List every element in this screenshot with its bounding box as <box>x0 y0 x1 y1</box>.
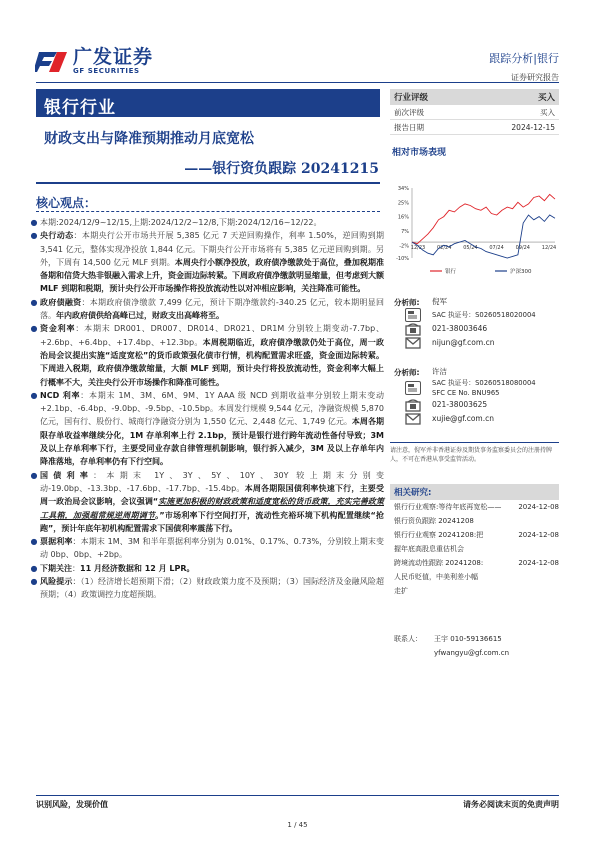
bullet-dot-icon: ● <box>30 231 38 241</box>
header-divider <box>36 82 559 83</box>
y-tick-label: 25% <box>397 200 409 207</box>
bullet-dot-icon: ● <box>30 324 38 334</box>
related-item[interactable] <box>394 584 559 598</box>
x-tick-label: 05/24 <box>463 245 478 252</box>
core-points <box>28 216 384 602</box>
x-tick-label: 07/24 <box>489 245 504 252</box>
related-title[interactable]: 跨境流动性跟踪 20241208: <box>394 559 484 567</box>
analyst-phone: 021-38003625 <box>432 400 488 409</box>
y-tick-label: 34% <box>397 186 409 192</box>
report-date-label: 报告日期 <box>394 122 424 132</box>
y-tick-label: -10% <box>396 256 409 262</box>
analyst-sac: SAC 执证号：S0260518020004 <box>432 311 536 319</box>
core-point-text: 下期关注：11 月经济数据和 12 月 LPR。 <box>40 563 195 573</box>
report-title: 财政支出与降准预期推动月底宽松 <box>44 131 254 147</box>
core-point-text: 国债利率：本期末 1Y、3Y、5Y、10Y、30Y 较上期末分别变动-19.0bp、-13.3bp、-17.6bp、-17.7bp、-15.4bp。本周各期限国债利率快速下行，主要受周一政治局会议影响，会议强调“实施更加积极的财政政策和适度宽松的货币政策，充实完善政策工具箱，加强超常规逆周期调节。”市场利率下行空间打开，流动性充裕环境下机构配置继续“抢跑”，预计年底年初机构配置需求下国债利率震荡下行。 <box>40 470 385 533</box>
rating-row <box>390 89 559 105</box>
related-title[interactable]: 银行行业观察:等待年底再宽松—— <box>394 503 502 511</box>
core-point-text: NCD 利率：本期末 1M、3M、6M、9M、1Y AAA 级 NCD 到期收益率分别较上期末变动+2.1bp、-6.4bp、-9.0bp、-9.5bp、-10.5bp。本周发行规模 9,544 亿元，净融资规模 5,870 亿元，国有行、股份行、城商行净融资分别为 1,550 亿元、2,448 亿元、1,749 亿元。本周各期限存单收益率继续分化，1M 存单利率上行 2.1bp，预计是银行进行跨年流动性备付导致；3M 及以上存单利率下行，主要受同业存款自律管理机制影响，银行拆入减少，3M 及以上存单年内降准落地，存单利率仍有下行空间。 <box>40 390 384 467</box>
related-item[interactable] <box>394 556 559 570</box>
contact-phone: 010-59136615 <box>450 635 502 643</box>
core-point <box>28 535 384 562</box>
related-title[interactable]: 银行行业观察 20241208:把 <box>394 531 484 539</box>
core-point-text: 资金利率：本期末 DR001、DR007、DR014、DR021、DR1M 分别较上期变动-7.7bp、+2.6bp、+6.4bp、+17.4bp、+12.3bp。本周税期临近，政府债净缴款仍处于高位，周一政治局会议提出实施“适度宽松”的货币政策强化债市行情，机构配置需求旺盛，资金面边际转紧。下周进入税期，政府债净缴款缩量，大额 MLF 到期，预计央行将投放流动性，资金利率大幅上行概率不大，关注央行公开市场操作和降准可能性。 <box>40 324 385 387</box>
x-tick-label: 12/23 <box>410 245 426 252</box>
bullet-dot-icon: ● <box>30 563 38 573</box>
bullet-dot-icon: ● <box>30 537 38 547</box>
core-point-text: 票据利率：本期末 1M、3M 和半年票据利率分别为 0.01%、0.17%、0.73%，分别较上期末变动 0bp、0bp、+2bp。 <box>40 537 385 560</box>
core-divider <box>36 211 380 212</box>
report-category: 证券研究报告 <box>511 73 559 82</box>
rating-panel <box>390 89 559 158</box>
related-date: 2024-12-08 <box>518 559 559 567</box>
related-item[interactable] <box>394 570 559 584</box>
industry-band: 银行行业 <box>36 89 380 117</box>
core-point <box>28 296 384 323</box>
email-icon <box>394 413 432 425</box>
analyst-phone: 021-38003646 <box>432 324 488 333</box>
email-icon <box>394 337 432 349</box>
x-tick-label: 12/24 <box>541 245 557 252</box>
related-title[interactable]: 握年底高股息重估机会 <box>394 545 464 553</box>
phone-icon <box>394 398 432 412</box>
core-point <box>28 575 384 602</box>
related-title[interactable]: 银行资负跟踪 20241208 <box>394 517 474 525</box>
prev-rating-row <box>390 105 559 120</box>
prev-rating-value: 买入 <box>540 107 555 117</box>
footer-slogan: 识别风险，发现价值 <box>36 800 108 809</box>
core-heading: 核心观点： <box>36 196 97 210</box>
certificate-icon <box>394 381 432 395</box>
related-date: 2024-12-08 <box>518 531 559 539</box>
footer-divider <box>36 795 559 796</box>
related-date: 2024-12-08 <box>518 503 559 511</box>
page-number: 1 / 45 <box>287 821 308 829</box>
certificate-icon <box>394 308 432 322</box>
bullet-dot-icon: ● <box>30 297 38 307</box>
analyst-name: 倪军 <box>432 297 447 306</box>
relative-performance-chart <box>390 178 559 286</box>
bullet-dot-icon: ● <box>30 218 38 227</box>
y-tick-label: 7% <box>401 228 409 235</box>
title-divider <box>36 182 380 184</box>
contact-email[interactable]: yfwangyu@gf.com.cn <box>434 649 510 657</box>
disclaimer-note: 请注意，倪军并非香港证券及期货事务监察委员会的注册持牌人，不可在香港从事受监管活动。 <box>390 442 559 464</box>
core-point <box>28 389 384 469</box>
series-line <box>412 215 555 258</box>
page-header <box>0 0 595 82</box>
legend-label: 沪深300 <box>510 269 532 275</box>
rating-label: 行业评级 <box>394 93 429 103</box>
analyst-block <box>394 296 559 350</box>
logo-text-en: GF SECURITIES <box>73 67 140 75</box>
footer-disclaimer: 请务必阅读末页的免责声明 <box>463 800 559 809</box>
y-tick-label: -2% <box>399 243 409 250</box>
core-point-text: 本期:2024/12/9~12/15,上期:2024/12/2~12/8,下期:2024/12/16~12/22。 <box>40 218 322 227</box>
company-logo <box>35 46 153 76</box>
core-point-text: 政府债融资：本期政府债净缴款 7,499 亿元，预计下期净缴款约-340.25 亿元，较本期明显回落。年内政府债供给高峰已过，财政支出高峰将至。 <box>40 297 384 321</box>
report-date-row <box>390 120 559 135</box>
core-point <box>28 469 384 535</box>
x-tick-label: 02/24 <box>436 245 452 252</box>
report-subtitle: ——银行资负跟踪 20241215 <box>184 161 379 177</box>
bullet-dot-icon: ● <box>30 577 38 587</box>
related-title[interactable]: 走扩 <box>394 587 408 595</box>
contact-label: 联系人： <box>394 635 422 643</box>
related-title[interactable]: 人民币贬值，中美利差小幅 <box>394 573 478 581</box>
analyst-email[interactable]: xujie@gf.com.cn <box>432 414 494 423</box>
core-point <box>28 216 384 229</box>
core-point-text: 央行动态：本期央行公开市场共开展 5,385 亿元 7 天逆回购操作，利率 1.50%，逆回购到期 3,541 亿元，整体实现净投放 1,844 亿元。下期央行公开市场将有 5,385 亿元逆回购到期。另外，下周有 14,500 亿元 MLF 到期。本周央行小额净投放，政府债净缴款处于高位，叠加税期准备期和信贷大热非银融入需求上升，资金面边际转紧。下周政府债净缴款明显缩量，但考虑到大额 MLF 到期和税期，预计央行公开市场操作将投放流动性以对冲相应影响，关注降准可能性。 <box>40 231 385 294</box>
x-tick-label: 09/24 <box>515 245 531 252</box>
contact-name: 王宇 <box>434 635 448 643</box>
phone-icon <box>394 322 432 336</box>
analyst-label: 分析师: <box>394 367 420 377</box>
analyst-name: 许洁 <box>432 367 447 376</box>
analyst-email[interactable]: nijun@gf.com.cn <box>432 338 495 347</box>
related-item[interactable] <box>394 542 559 556</box>
contact-block <box>394 632 559 660</box>
core-point <box>28 229 384 295</box>
related-item[interactable] <box>394 500 559 514</box>
gf-logo-icon <box>35 46 69 76</box>
analyst-sfc: SFC CE No. BNU965 <box>432 389 500 397</box>
rating-value: 买入 <box>537 93 555 103</box>
performance-title: 相对市场表现 <box>392 148 447 158</box>
prev-rating-label: 前次评级 <box>394 107 424 117</box>
report-date-value: 2024-12-15 <box>511 122 555 132</box>
related-research-list <box>394 500 559 598</box>
core-point <box>28 322 384 388</box>
bullet-dot-icon: ● <box>30 470 38 480</box>
core-point-text: 风险提示：（1）经济增长超预期下滑；（2）财政政策力度不及预期；（3）国际经济及金融风险超预期；（4）政策调控力度超预期。 <box>40 577 385 600</box>
core-point <box>28 562 384 575</box>
related-item[interactable] <box>394 514 559 528</box>
logo-text-cn: 广发证券 <box>73 46 154 68</box>
report-type: 跟踪分析|银行 <box>489 52 559 65</box>
analyst-block <box>394 366 559 426</box>
analyst-sac: SAC 执证号：S0260518080004 <box>432 379 536 387</box>
legend-label: 银行 <box>445 269 457 275</box>
bullet-dot-icon: ● <box>30 390 38 400</box>
related-item[interactable] <box>394 528 559 542</box>
related-research-heading: 相关研究: <box>390 484 559 500</box>
y-tick-label: 16% <box>397 214 409 221</box>
analyst-label: 分析师: <box>394 297 420 307</box>
